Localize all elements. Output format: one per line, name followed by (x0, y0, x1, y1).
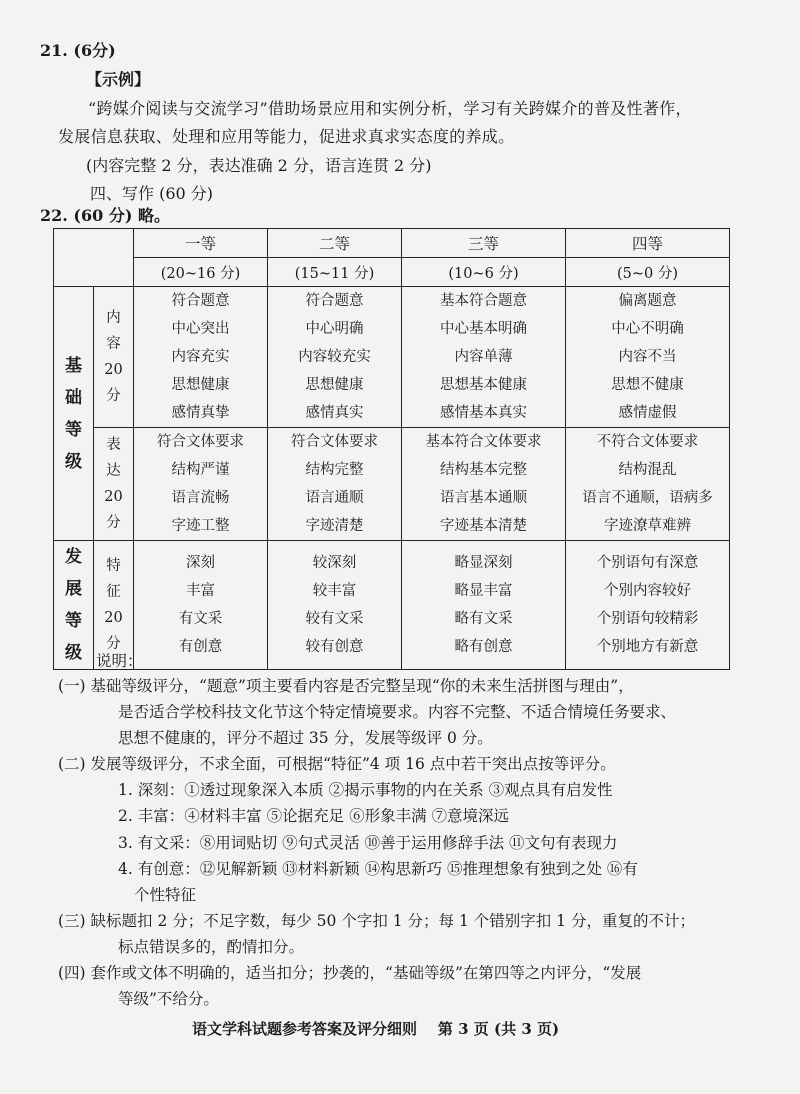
example-tag: 【示例】 (86, 70, 151, 89)
grade-4-range: (5~0 分) (566, 258, 730, 287)
basic-level-label: 基 础 等 级 (54, 287, 94, 541)
note-4-line2: 等级”不给分。 (118, 990, 219, 1008)
note-2-item1: 1. 深刻：①透过现象深入本质 ②揭示事物的内在关系 ③观点具有启发性 (118, 781, 613, 799)
grading-table (53, 228, 730, 670)
feature-row (54, 541, 730, 670)
note-4-line1: (四) 套作或文体不明确的，适当扣分；抄袭的，“基础等级”在第四等之内评分，“发展 (58, 964, 642, 982)
feature-grade-3: 略显深刻 略显丰富 略有文采 略有创意 (402, 541, 566, 670)
content-row (54, 287, 730, 428)
grade-range-row (54, 258, 730, 287)
notes-title: 说明： (96, 652, 143, 670)
note-1-line3: 思想不健康的，评分不超过 35 分，发展等级评 0 分。 (118, 729, 493, 747)
q21-answer-line1: “跨媒介阅读与交流学习”借助场景应用和实例分析，学习有关跨媒介的普及性著作， (88, 99, 692, 118)
grade-2-name: 二等 (268, 229, 402, 258)
content-grade-3: 基本符合题意 中心基本明确 内容单薄 思想基本健康 感情基本真实 (402, 287, 566, 428)
q22-heading: 22. (60 分) 略。 (40, 206, 170, 225)
note-2-item2: 2. 丰富：④材料丰富 ⑤论据充足 ⑥形象丰满 ⑦意境深远 (118, 807, 509, 825)
expression-grade-3: 基本符合文体要求 结构基本完整 语言基本通顺 字迹基本清楚 (402, 428, 566, 541)
page-footer: 语文学科试题参考答案及评分细则 第 3 页 (共 3 页) (192, 1020, 560, 1038)
note-2-item4-line1: 4. 有创意：⑫见解新颖 ⑬材料新颖 ⑭构思新巧 ⑮推理想象有独到之处 ⑯有 (118, 860, 638, 878)
q21-scoring: (内容完整 2 分，表达准确 2 分，语言连贯 2 分) (86, 156, 432, 175)
feature-grade-1: 深刻 丰富 有文采 有创意 (134, 541, 268, 670)
expression-grade-2: 符合文体要求 结构完整 语言通顺 字迹清楚 (268, 428, 402, 541)
expression-row (54, 428, 730, 541)
feature-grade-4: 个别语句有深意 个别内容较好 个别语句较精彩 个别地方有新意 (566, 541, 730, 670)
note-2-item4-line2: 个性特征 (134, 886, 197, 904)
content-grade-4: 偏离题意 中心不明确 内容不当 思想不健康 感情虚假 (566, 287, 730, 428)
grade-2-range: (15~11 分) (268, 258, 402, 287)
grade-1-name: 一等 (134, 229, 268, 258)
content-grade-1: 符合题意 中心突出 内容充实 思想健康 感情真挚 (134, 287, 268, 428)
development-level-label: 发 展 等 级 (54, 541, 94, 670)
corner-cell (54, 229, 134, 287)
grade-3-name: 三等 (402, 229, 566, 258)
q21-answer-line2: 发展信息获取、处理和应用等能力，促进求真求实态度的养成。 (58, 127, 515, 146)
feature-label: 特 征 20 分 (94, 541, 134, 670)
expression-label: 表 达 20 分 (94, 428, 134, 541)
note-1-line1: (一) 基础等级评分，“题意”项主要看内容是否完整呈现“你的未来生活拼图与理由”， (58, 677, 634, 695)
content-grade-2: 符合题意 中心明确 内容较充实 思想健康 感情真实 (268, 287, 402, 428)
feature-grade-2: 较深刻 较丰富 较有文采 较有创意 (268, 541, 402, 670)
content-label: 内 容 20 分 (94, 287, 134, 428)
grade-4-name: 四等 (566, 229, 730, 258)
grade-name-row (54, 229, 730, 258)
expression-grade-4: 不符合文体要求 结构混乱 语言不通顺，语病多 字迹潦草难辨 (566, 428, 730, 541)
q21-heading: 21. (6分) (40, 41, 116, 60)
note-1-line2: 是否适合学校科技文化节这个特定情境要求。内容不完整、不适合情境任务要求、 (118, 703, 677, 721)
section4-title: 四、写作 (60 分) (90, 184, 214, 203)
grade-1-range: (20~16 分) (134, 258, 268, 287)
note-2-line1: (二) 发展等级评分，不求全面，可根据“特征”4 项 16 点中若干突出点按等评分。 (58, 755, 616, 773)
note-2-item3: 3. 有文采：⑧用词贴切 ⑨句式灵活 ⑩善于运用修辞手法 ⑪文句有表现力 (118, 834, 618, 852)
note-3-line1: (三) 缺标题扣 2 分；不足字数，每少 50 个字扣 1 分；每 1 个错别字扣 1 分，重复的不计； (58, 912, 695, 930)
note-3-line2: 标点错误多的，酌情扣分。 (118, 938, 305, 956)
expression-grade-1: 符合文体要求 结构严谨 语言流畅 字迹工整 (134, 428, 268, 541)
grade-3-range: (10~6 分) (402, 258, 566, 287)
